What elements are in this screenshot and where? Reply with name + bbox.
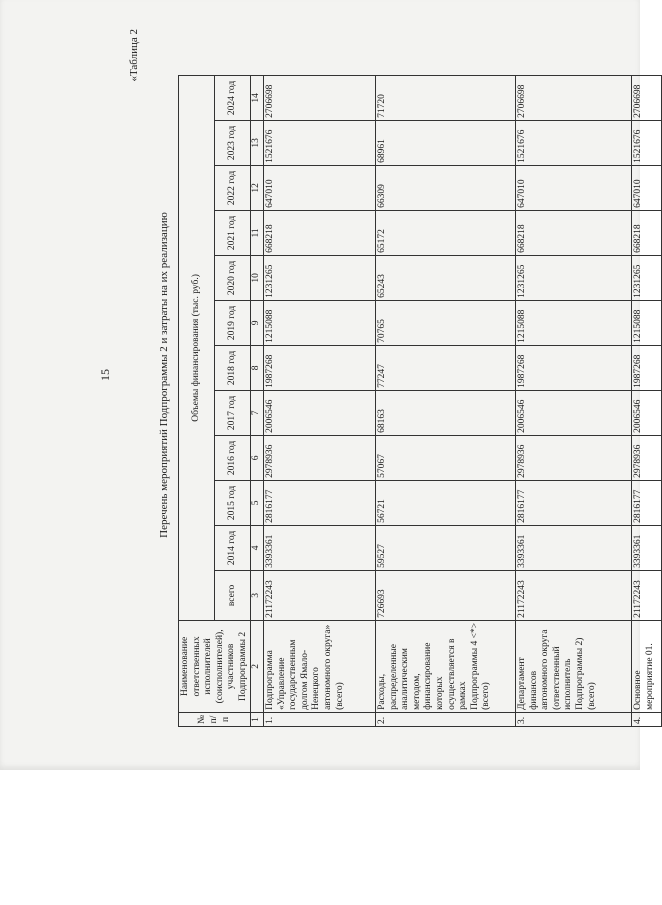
- row-value: 647010: [264, 165, 376, 210]
- row-value: 1215088: [516, 300, 632, 345]
- column-number: 13: [251, 120, 264, 165]
- column-number: 10: [251, 255, 264, 300]
- row-value: 56721: [376, 480, 516, 525]
- row-number: 3.: [516, 712, 632, 726]
- header-funding-group: Объемы финансирования (тыс. руб.): [179, 75, 215, 620]
- header-year: 2021 год: [215, 210, 251, 255]
- header-year: 2023 год: [215, 120, 251, 165]
- table-row: [376, 75, 516, 726]
- row-value: 3393361: [264, 525, 376, 570]
- header-name: Наименование ответственных исполнителей (соисполнителей), участников Подпрограммы 2: [179, 620, 251, 712]
- row-value: 2706698: [264, 75, 376, 120]
- header-year: 2017 год: [215, 390, 251, 435]
- row-value: 2816177: [632, 480, 662, 525]
- row-value: 1231265: [632, 255, 662, 300]
- row-number: 1.: [264, 712, 376, 726]
- row-value: 71720: [376, 75, 516, 120]
- row-value: 1521676: [264, 120, 376, 165]
- header-total: всего: [215, 570, 251, 620]
- row-value: 1215088: [264, 300, 376, 345]
- row-name: Департамент финансов автономного округа (ответственный исполнитель Подпрограммы 2) (всего): [516, 620, 632, 712]
- row-value: 1231265: [516, 255, 632, 300]
- row-value: 2816177: [264, 480, 376, 525]
- row-value: 1521676: [516, 120, 632, 165]
- column-number: 7: [251, 390, 264, 435]
- row-total: 21172243: [516, 570, 632, 620]
- row-value: 647010: [632, 165, 662, 210]
- header-year: 2024 год: [215, 75, 251, 120]
- column-number-row: [251, 75, 264, 726]
- row-value: 2006546: [632, 390, 662, 435]
- table-row: [264, 75, 376, 726]
- column-number: 11: [251, 210, 264, 255]
- row-value: 65172: [376, 210, 516, 255]
- table-label: «Таблица 2: [128, 29, 140, 82]
- column-number: 1: [251, 712, 264, 726]
- row-name: Основное мероприятие 01.: [632, 620, 662, 712]
- row-value: 2978936: [632, 435, 662, 480]
- row-total: 21172243: [632, 570, 662, 620]
- row-value: 2706698: [632, 75, 662, 120]
- row-value: 3393361: [516, 525, 632, 570]
- row-name: Подпрограмма «Управление государственным долгом Ямало-Ненецкого автономного округа» (всего): [264, 620, 376, 712]
- row-value: 668218: [632, 210, 662, 255]
- row-total: 21172243: [264, 570, 376, 620]
- column-number: 14: [251, 75, 264, 120]
- row-value: 70765: [376, 300, 516, 345]
- row-value: 1987268: [632, 345, 662, 390]
- row-value: 2816177: [516, 480, 632, 525]
- header-row-1: [179, 75, 215, 726]
- row-value: 3393361: [632, 525, 662, 570]
- row-value: 65243: [376, 255, 516, 300]
- row-value: 2006546: [516, 390, 632, 435]
- column-number: 8: [251, 345, 264, 390]
- row-number: 4.: [632, 712, 662, 726]
- row-value: 1521676: [632, 120, 662, 165]
- row-value: 57067: [376, 435, 516, 480]
- header-year: 2020 год: [215, 255, 251, 300]
- row-value: 2978936: [264, 435, 376, 480]
- row-value: 2006546: [264, 390, 376, 435]
- header-year: 2018 год: [215, 345, 251, 390]
- row-total: 726693: [376, 570, 516, 620]
- funding-table: [178, 75, 662, 727]
- table-row: [632, 75, 662, 726]
- row-value: 647010: [516, 165, 632, 210]
- header-year: 2022 год: [215, 165, 251, 210]
- header-year: 2014 год: [215, 525, 251, 570]
- column-number: 2: [251, 620, 264, 712]
- row-value: 668218: [264, 210, 376, 255]
- column-number: 9: [251, 300, 264, 345]
- row-value: 66309: [376, 165, 516, 210]
- page-number: 15: [98, 369, 112, 381]
- row-value: 1987268: [516, 345, 632, 390]
- row-value: 2978936: [516, 435, 632, 480]
- row-name: Расходы, распределенные аналитическим методом, финансирование которых осуществляется в рамках Подпрограммы 4 <*> (всего): [376, 620, 516, 712]
- column-number: 4: [251, 525, 264, 570]
- row-value: 1231265: [264, 255, 376, 300]
- column-number: 12: [251, 165, 264, 210]
- row-value: 77247: [376, 345, 516, 390]
- header-no: № п/п: [179, 712, 251, 726]
- row-value: 1215088: [632, 300, 662, 345]
- table-title: Перечень мероприятий Подпрограммы 2 и затраты на их реализацию: [158, 212, 170, 538]
- header-year: 2019 год: [215, 300, 251, 345]
- header-year: 2015 год: [215, 480, 251, 525]
- column-number: 5: [251, 480, 264, 525]
- row-value: 2706698: [516, 75, 632, 120]
- rotated-content: [40, 15, 655, 735]
- table-row: [516, 75, 632, 726]
- column-number: 6: [251, 435, 264, 480]
- row-value: 68961: [376, 120, 516, 165]
- column-number: 3: [251, 570, 264, 620]
- row-value: 68163: [376, 390, 516, 435]
- header-year: 2016 год: [215, 435, 251, 480]
- row-value: 59527: [376, 525, 516, 570]
- row-value: 1987268: [264, 345, 376, 390]
- row-number: 2.: [376, 712, 516, 726]
- row-value: 668218: [516, 210, 632, 255]
